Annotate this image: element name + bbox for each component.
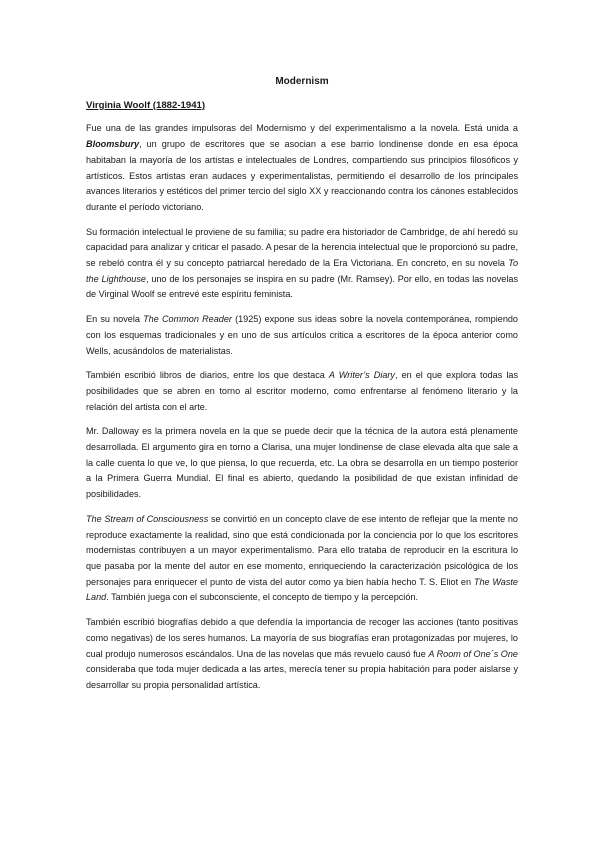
page-title: Modernism bbox=[275, 76, 329, 87]
paragraph-1 bbox=[86, 121, 518, 215]
paragraph-4-text-a: También escribió libros de diarios, entre los que destaca bbox=[86, 370, 329, 381]
paragraph-4-emphasis: A Writer’s Diary bbox=[328, 370, 395, 381]
paragraph-4 bbox=[86, 368, 518, 415]
paragraph-4-text-b: , en el que explora todas las posibilidades que se abren en torno al escritor moderno, como enfrentarse al fenómeno literario y la relación del artista con el arte. bbox=[86, 370, 518, 412]
paragraph-3 bbox=[86, 312, 518, 359]
paragraph-2-emphasis: To the Lighthouse bbox=[86, 258, 518, 284]
paragraph-7-text-b: consideraba que toda mujer dedicada a las artes, merecía tener su propia habitación para poder aislarse y desarrollar su propia personalidad artística. bbox=[86, 664, 518, 690]
paragraph-2-text-a: Su formación intelectual le proviene de su familia; su padre era historiador de Cambridge, de ahí heredó su capacidad para analizar y criticar el pasado. A pesar de la herencia intelectual que le proporcionó su padre, se rebeló contra él y su concepto patriarcal heredado de la Era Victoriana. En concreto, en su novela bbox=[86, 226, 518, 269]
paragraph-6-emphasis-2: The Waste Land bbox=[86, 576, 518, 603]
paragraph-6-text-a: se convirtió en un concepto clave de ese intento de reflejar que la mente no reproduce exactamente la realidad, sino que está condicionada por la conciencia por lo que los escritores modernistas contribuyen a un mayor experimentalismo. Para ello trataba de reproducir en la escritura lo que pasaba por la mente del autor en ese momento, enriqueciendo la caracterización psicológica de los personajes para enriquecer el punto de vista del autor como ya bien había hecho T. S. Eliot en bbox=[86, 513, 518, 587]
paragraph-3-text-b: (1925) expone sus ideas sobre la novela contemporánea, rompiendo con los esquemas tradicionales y en uno de sus artículos critica a escritores de la época anterior como Wells, acusándolos de materialistas. bbox=[86, 314, 518, 356]
paragraph-6 bbox=[86, 512, 518, 606]
paragraph-2 bbox=[86, 225, 518, 304]
paragraph-2-text-b: , uno de los personajes se inspira en su padre (Mr. Ramsey). Por ello, en todas las novelas de Virginal Woolf se entrevé este espíritu feminista. bbox=[86, 273, 518, 300]
paragraph-3-text-a: En su novela bbox=[86, 314, 144, 325]
paragraph-6-emphasis-1: The Stream of Consciousness bbox=[86, 513, 209, 524]
paragraph-7-emphasis: A Room of One´s One bbox=[428, 648, 518, 659]
paragraph-1-text-b: , un grupo de escritores que se asocian a ese barrio londinense donde en esa época habitaban la mayoría de los artistas e intelectuales de Londres, compartiendo sus principios filosóficos y artísticos. Estos artistas eran audaces y experimentalistas, permitiendo el desarrollo de los principales avances literarios y estéticos del primer tercio del siglo XX y reaccionando contra los cánones establecidos durante el período victoriano. bbox=[86, 139, 518, 212]
paragraph-6-text-b: . También juega con el subconsciente, el concepto de tiempo y la percepción. bbox=[106, 592, 418, 603]
paragraph-3-emphasis: The Common Reader bbox=[143, 314, 232, 325]
paragraph-5: Mr. Dalloway es la primera novela en la que se puede decir que la técnica de la autora está plenamente desarrollada. El argumento gira en torno a Clarisa, una mujer londinense de clase elevada alta que sale a la calle cuenta lo que ve, lo que piensa, lo que recuerda, etc. La obra se desarrolla en un tiempo posterior a la Primera Guerra Mundial. El final es abierto, quedando la posibilidad de que existan infinidad de posibilidades. bbox=[86, 426, 518, 500]
paragraph-7-text-a: También escribió biografías debido a que defendía la importancia de recoger las acciones (tanto positivas como negativas) de los seres humanos. La mayoría de sus biografías eran protagonizadas por mujeres, lo cual produjo numerosos escándalos. Una de las novelas que más revuelo causó fue bbox=[86, 617, 518, 659]
section-heading: Virginia Woolf (1882-1941) bbox=[86, 99, 206, 111]
paragraph-1-emphasis: Bloomsbury bbox=[86, 139, 140, 150]
paragraph-7 bbox=[86, 615, 518, 694]
paragraph-1-text-a: Fue una de las grandes impulsoras del Modernismo y del experimentalismo a la novela. Está unida a bbox=[86, 123, 518, 134]
